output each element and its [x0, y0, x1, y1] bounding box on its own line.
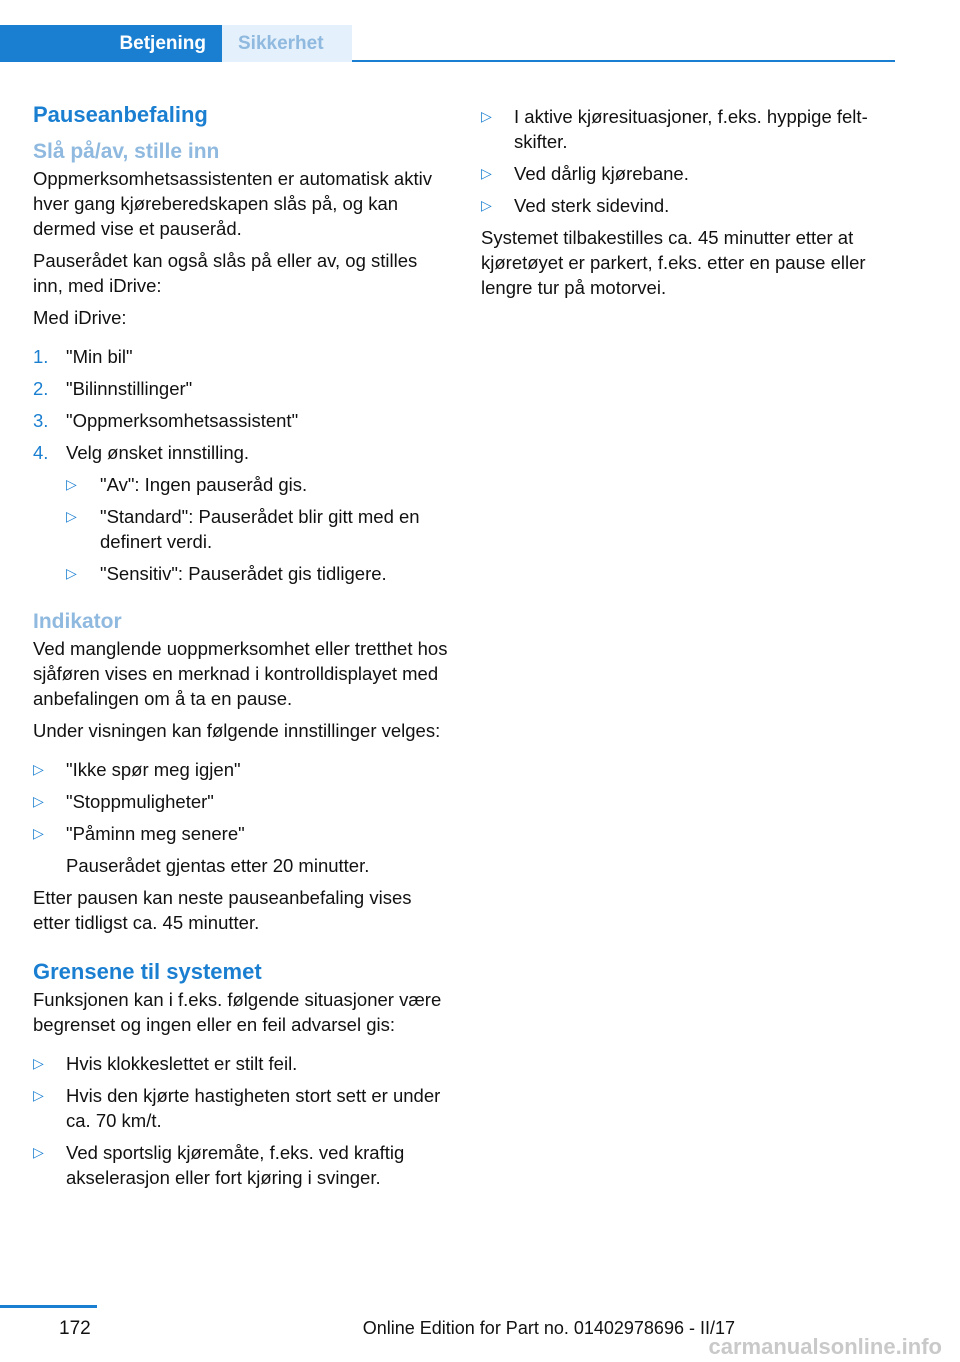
edition-note: Online Edition for Part no. 01402978696 - II/17: [362, 1318, 735, 1338]
list-item: [481, 104, 896, 154]
list-item: [33, 789, 448, 814]
list-item-text: Ved sterk sidevind.: [514, 195, 670, 216]
list-item-text: Ved sportslig kjøremåte, f.eks. ved kraftig akselerasjon eller fort kjøring i svinger.: [66, 1142, 405, 1188]
paragraph: Systemet tilbakestilles ca. 45 minutter etter at kjøretøyet er parkert, f.eks. etter en pause eller lengre tur på motorvei.: [481, 227, 866, 298]
list-item: [66, 561, 448, 586]
list-item-text: "Påminn meg senere": [66, 823, 245, 844]
list-item-text: "Standard": Pauserådet blir gitt med en definert verdi.: [100, 506, 420, 552]
step-number: 2.: [33, 378, 49, 399]
paragraph: Oppmerksomhetsassistenten er automatisk aktiv hver gang kjøreberedskapen slås på, og kan dermed vise et pauseråd.: [33, 168, 432, 239]
setting-options: [66, 472, 448, 586]
list-item-text: "Ikke spør meg igjen": [66, 759, 241, 780]
list-item-text: Ved dårlig kjørebane.: [514, 163, 689, 184]
triangle-right-icon: ▷: [66, 508, 77, 524]
watermark: carmanualsonline.info: [708, 1334, 942, 1359]
triangle-right-icon: ▷: [33, 825, 44, 841]
list-item: [33, 1083, 448, 1133]
page-title: Pauseanbefaling: [33, 102, 208, 127]
triangle-right-icon: ▷: [33, 793, 44, 809]
step-item: [33, 440, 448, 586]
limit-items: [33, 1051, 448, 1190]
triangle-right-icon: ▷: [481, 165, 492, 181]
triangle-right-icon: ▷: [66, 565, 77, 581]
paragraph: Ved manglende uoppmerksomhet eller tretthet hos sjåføren vises en merknad i kontrolldisplayet med anbefalingen om å ta en pause.: [33, 638, 448, 709]
triangle-right-icon: ▷: [481, 108, 492, 124]
section-heading-indicator: Indikator: [33, 610, 122, 633]
list-item: [33, 757, 448, 782]
triangle-right-icon: ▷: [66, 476, 77, 492]
triangle-right-icon: ▷: [33, 1087, 44, 1103]
triangle-right-icon: ▷: [33, 1055, 44, 1071]
paragraph: Pauserådet kan også slås på eller av, og stilles inn, med iDrive:: [33, 250, 418, 296]
section-heading-toggle: Slå på/av, stille inn: [33, 140, 220, 163]
step-item: [33, 344, 448, 369]
indicator-options: [33, 757, 448, 846]
step-text: "Bilinnstillinger": [66, 378, 193, 399]
footer-bar: [0, 1305, 97, 1308]
tab-sikkerhet-label: Sikkerhet: [238, 32, 324, 54]
step-number: 1.: [33, 346, 49, 367]
list-item-text: "Av": Ingen pauseråd gis.: [100, 474, 308, 495]
list-item: [33, 821, 448, 846]
paragraph: Funksjonen kan i f.eks. følgende situasjoner være begrenset og ingen eller en feil advarsel gis:: [33, 989, 442, 1035]
list-item: [33, 1140, 448, 1190]
list-item-text: "Sensitiv": Pauserådet gis tidligere.: [100, 563, 387, 584]
list-item-text: I aktive kjøresituasjoner, f.eks. hyppige feltskifter.: [514, 106, 868, 152]
step-text: "Oppmerksomhetsassistent": [66, 410, 299, 431]
list-item: [66, 472, 448, 497]
step-number: 3.: [33, 410, 49, 431]
step-text: "Min bil": [66, 346, 133, 367]
idrive-steps: [33, 344, 448, 586]
step-text: Velg ønsket innstilling.: [66, 442, 250, 463]
section-heading-limits: Grensene til systemet: [33, 959, 262, 984]
step-number: 4.: [33, 442, 49, 463]
page-number: 172: [59, 1318, 91, 1339]
list-item: [33, 1051, 448, 1076]
tab-sikkerhet[interactable]: [222, 25, 352, 62]
list-item: [481, 161, 896, 186]
header: [0, 25, 895, 62]
paragraph: Under visningen kan følgende innstillinger velges:: [33, 720, 441, 741]
continuation-text: Pauserådet gjentas etter 20 minutter.: [66, 855, 370, 876]
list-item-text: Hvis den kjørte hastigheten stort sett er under ca. 70 km/t.: [66, 1085, 441, 1131]
triangle-right-icon: ▷: [481, 197, 492, 213]
tab-betjening[interactable]: [0, 25, 222, 62]
right-column: [481, 104, 896, 300]
limit-items-continued: [481, 104, 896, 218]
paragraph: Etter pausen kan neste pauseanbefaling vises etter tidligst ca. 45 minutter.: [33, 887, 412, 933]
list-item: [481, 193, 896, 218]
list-item-text: "Stoppmuligheter": [66, 791, 214, 812]
list-item: [66, 504, 448, 554]
step-item: [33, 376, 448, 401]
triangle-right-icon: ▷: [33, 1144, 44, 1160]
tab-betjening-label: Betjening: [119, 32, 206, 54]
left-column: [33, 100, 448, 1190]
paragraph: Med iDrive:: [33, 307, 127, 328]
triangle-right-icon: ▷: [33, 761, 44, 777]
list-item-text: Hvis klokkeslettet er stilt feil.: [66, 1053, 298, 1074]
step-item: [33, 408, 448, 433]
